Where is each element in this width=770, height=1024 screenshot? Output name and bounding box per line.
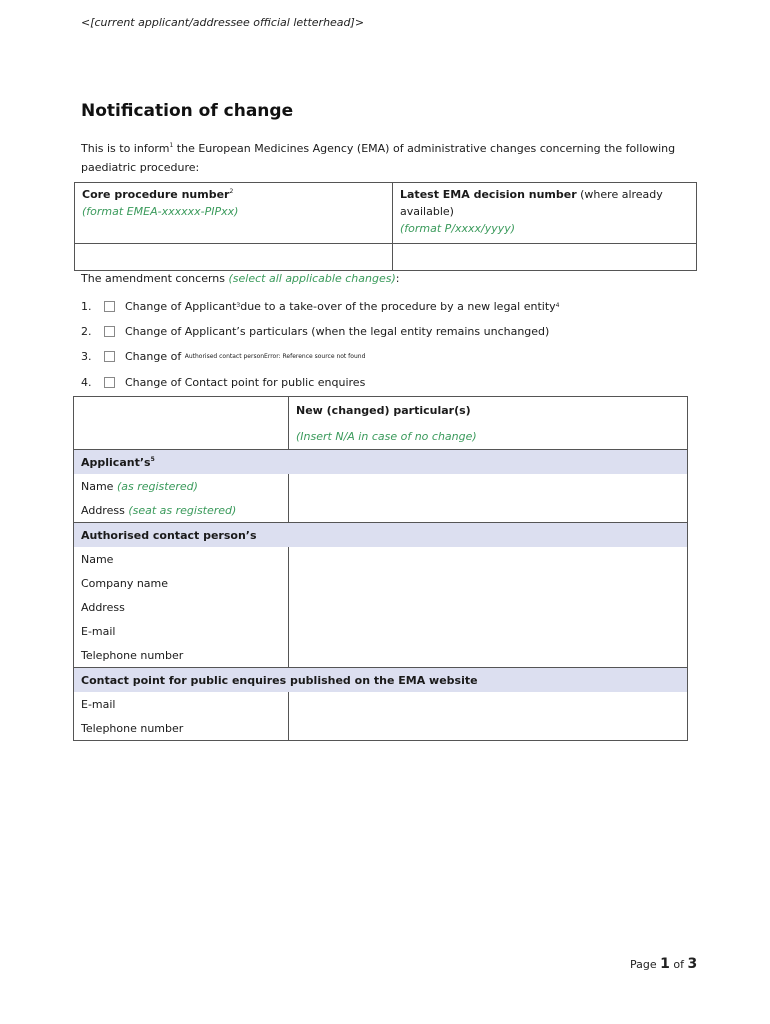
- ema-decision-header: Latest EMA decision number (where already available) (format P/xxxx/yyyy): [393, 183, 697, 244]
- particulars-table: [73, 396, 688, 741]
- contact-person-phone-label: Telephone number: [74, 643, 289, 668]
- document-title: Notification of change: [81, 101, 294, 121]
- section-contact-person: Authorised contact person’s: [74, 523, 688, 548]
- letterhead-placeholder: <[current applicant/addressee official letterhead]>: [81, 16, 365, 29]
- footnote-ref-1: 1: [169, 142, 174, 149]
- public-contact-value-cell[interactable]: [289, 692, 688, 741]
- checkbox-change-applicant[interactable]: [104, 301, 115, 312]
- amendment-intro: The amendment concerns (select all applicable changes):: [81, 272, 400, 285]
- core-procedure-value-cell[interactable]: [75, 244, 393, 271]
- intro-paragraph: This is to inform$^1$ the European Medicines Agency (EMA) of administrative changes concerning the following paediatric procedure:: [81, 142, 676, 174]
- applicant-address-label: Address (seat as registered): [74, 498, 289, 523]
- empty-header-cell: [74, 397, 289, 450]
- core-procedure-header: Core procedure number$^2$ (format EMEA-xxxxxx-PIPxx): [75, 183, 393, 244]
- option-change-public-contact: 4. Change of Contact point for public enquires: [81, 375, 366, 389]
- public-contact-email-label: E-mail: [74, 692, 289, 716]
- public-contact-phone-label: Telephone number: [74, 716, 289, 741]
- checkbox-change-public-contact[interactable]: [104, 377, 115, 388]
- new-particulars-hint: (Insert N/A in case of no change): [296, 429, 477, 443]
- contact-person-address-label: Address: [74, 595, 289, 619]
- applicant-name-label: Name (as registered): [74, 474, 289, 498]
- section-applicant: $Applicant’s^5$: [74, 450, 688, 475]
- procedure-table: [74, 182, 697, 271]
- ema-decision-value-cell[interactable]: [393, 244, 697, 271]
- contact-person-email-label: E-mail: [74, 619, 289, 643]
- option-change-applicant: 1. Change of Applicant 3 due to a take-over of the procedure by a new legal entity 4: [81, 299, 560, 313]
- option-change-contact-person: 3. Change of Authorised contact personError: Reference source not found: [81, 349, 366, 363]
- page-number: Page 1 of 3: [630, 956, 698, 972]
- new-particulars-header: New (changed) particular(s): [296, 403, 471, 417]
- checkbox-change-contact-person[interactable]: [104, 351, 115, 362]
- option-change-particulars: 2. Change of Applicant’s particulars (when the legal entity remains unchanged): [81, 324, 550, 338]
- contact-person-name-label: Name: [74, 547, 289, 571]
- checkbox-change-particulars[interactable]: [104, 326, 115, 337]
- section-public-contact: Contact point for public enquires published on the EMA website: [74, 668, 688, 693]
- applicant-value-cell[interactable]: [289, 474, 688, 523]
- contact-person-company-label: Company name: [74, 571, 289, 595]
- contact-person-value-cell[interactable]: [289, 547, 688, 668]
